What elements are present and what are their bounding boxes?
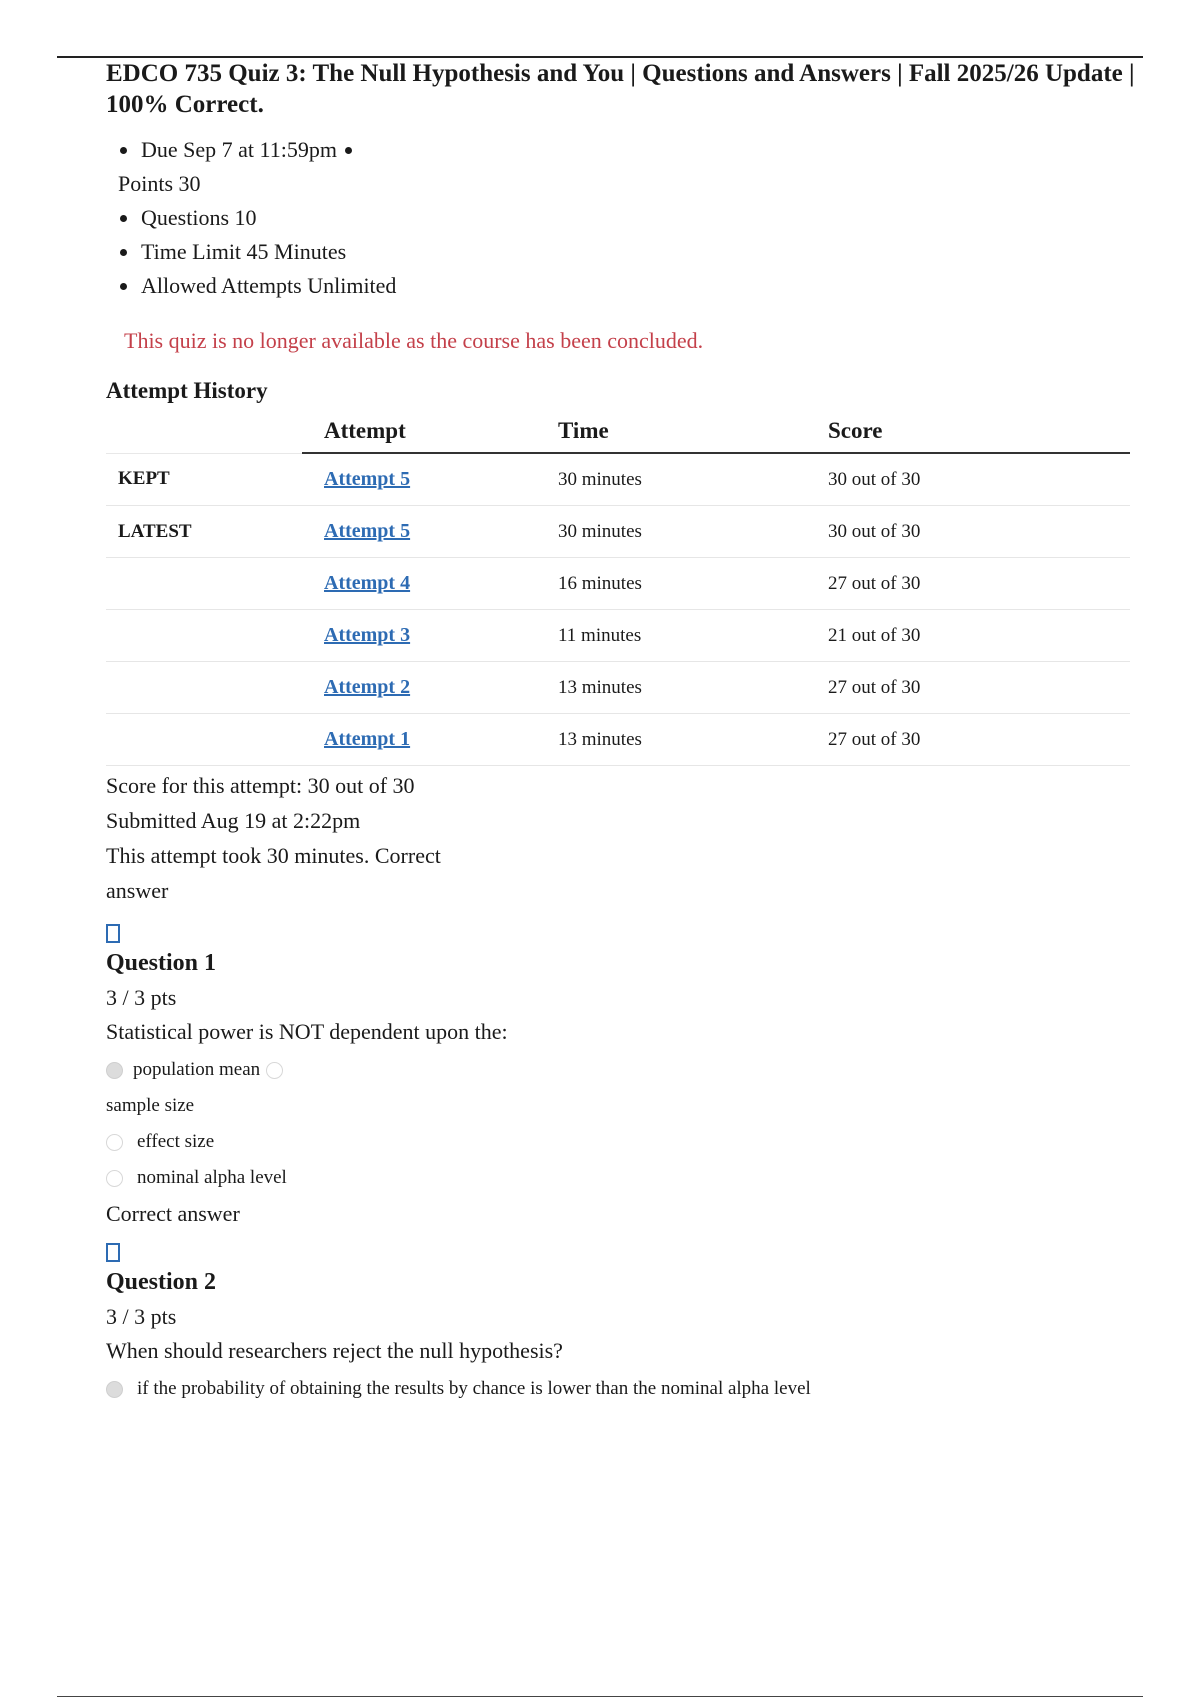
- attempt-history-title: Attempt History: [106, 378, 268, 403]
- attempt-score-summary: Score for this attempt: 30 out of 30: [106, 773, 415, 798]
- question-points: 3 / 3 pts: [106, 985, 177, 1010]
- attempt-time: 16 minutes: [558, 558, 828, 610]
- attempt-link[interactable]: Attempt 4: [324, 572, 411, 594]
- attempt-summary: [106, 768, 1136, 908]
- quiz-page: [106, 58, 1136, 1400]
- radio-selected-icon[interactable]: [106, 1381, 123, 1398]
- bullet-icon: [120, 249, 127, 256]
- radio-icon[interactable]: [266, 1062, 283, 1079]
- label-column-header: [106, 412, 302, 453]
- row-label: KEPT: [106, 453, 302, 506]
- due-date: Due Sep 7 at 11:59pm: [106, 133, 1136, 167]
- answer-option-label: nominal alpha level: [137, 1167, 287, 1188]
- row-label: [106, 662, 302, 714]
- answer-option-label: population mean: [133, 1059, 261, 1080]
- attempt-time: 13 minutes: [558, 662, 828, 714]
- answer-option[interactable]: [106, 1059, 1136, 1081]
- row-label: [106, 558, 302, 610]
- question-title: Question 2: [106, 1269, 217, 1295]
- table-row: [106, 558, 1130, 610]
- answer-option-label: effect size: [137, 1131, 215, 1152]
- question-count: Questions 10: [106, 201, 1136, 235]
- attempt-time: 13 minutes: [558, 714, 828, 766]
- table-row: [106, 610, 1130, 662]
- attempt-link[interactable]: Attempt 2: [324, 676, 411, 698]
- attempt-link[interactable]: Attempt 1: [324, 728, 411, 750]
- attempt-time: 11 minutes: [558, 610, 828, 662]
- attempt-score: 30 out of 30: [828, 453, 1130, 506]
- table-row: [106, 662, 1130, 714]
- answer-option[interactable]: [106, 1378, 1136, 1400]
- question-flag-icon[interactable]: [106, 1243, 120, 1262]
- page-title: EDCO 735 Quiz 3: The Null Hypothesis and You | Questions and Answers | Fall 2025/26 Update | 100% Correct.: [106, 60, 1135, 118]
- table-row: [106, 714, 1130, 766]
- question-flag-icon[interactable]: [106, 924, 120, 943]
- answer-option-label: sample size: [106, 1095, 195, 1116]
- question-text: When should researchers reject the null hypothesis?: [106, 1338, 563, 1363]
- attempt-score: 21 out of 30: [828, 610, 1130, 662]
- question-title: Question 1: [106, 950, 217, 976]
- row-label: LATEST: [106, 506, 302, 558]
- attempt-link[interactable]: Attempt 5: [324, 520, 411, 542]
- question-2: [106, 1227, 1136, 1400]
- quiz-details: [106, 133, 1136, 303]
- answer-option[interactable]: [106, 1167, 1136, 1189]
- correct-answer-label: Correct answer: [106, 1201, 240, 1226]
- time-column-header: Time: [558, 412, 828, 453]
- attempt-score: 27 out of 30: [828, 714, 1130, 766]
- radio-icon[interactable]: [106, 1170, 123, 1187]
- attempt-link[interactable]: Attempt 5: [324, 468, 411, 490]
- table-header-row: [106, 412, 1130, 453]
- attempt-time: 30 minutes: [558, 453, 828, 506]
- table-row: [106, 453, 1130, 506]
- bullet-icon: [120, 283, 127, 290]
- score-column-header: Score: [828, 412, 1130, 453]
- attempt-link[interactable]: Attempt 3: [324, 624, 411, 646]
- question-1: [106, 908, 1136, 1227]
- radio-selected-icon[interactable]: [106, 1062, 123, 1079]
- bullet-icon: [120, 215, 127, 222]
- course-concluded-notice: This quiz is no longer available as the course has been concluded.: [124, 328, 704, 353]
- points: Points 30: [118, 171, 201, 196]
- question-points: 3 / 3 pts: [106, 1304, 177, 1329]
- bullet-icon: [120, 147, 127, 154]
- answer-option-label: if the probability of obtaining the results by chance is lower than the nominal alpha level: [137, 1378, 811, 1399]
- allowed-attempts: Allowed Attempts Unlimited: [106, 269, 1136, 303]
- correct-answer-label: answer: [106, 878, 169, 903]
- attempt-score: 27 out of 30: [828, 558, 1130, 610]
- bullet-icon: [345, 147, 352, 154]
- attempt-column-header: Attempt: [302, 412, 558, 453]
- row-label: [106, 714, 302, 766]
- attempt-score: 30 out of 30: [828, 506, 1130, 558]
- submitted-date: Submitted Aug 19 at 2:22pm: [106, 808, 361, 833]
- attempt-duration: This attempt took 30 minutes. Correct: [106, 843, 441, 868]
- table-row: [106, 506, 1130, 558]
- time-limit: Time Limit 45 Minutes: [106, 235, 1136, 269]
- question-text: Statistical power is NOT dependent upon the:: [106, 1019, 508, 1044]
- attempt-time: 30 minutes: [558, 506, 828, 558]
- bottom-rule: [57, 1696, 1143, 1697]
- attempt-score: 27 out of 30: [828, 662, 1130, 714]
- attempt-history-table: [106, 412, 1130, 766]
- radio-icon[interactable]: [106, 1134, 123, 1151]
- answer-option[interactable]: [106, 1131, 1136, 1153]
- row-label: [106, 610, 302, 662]
